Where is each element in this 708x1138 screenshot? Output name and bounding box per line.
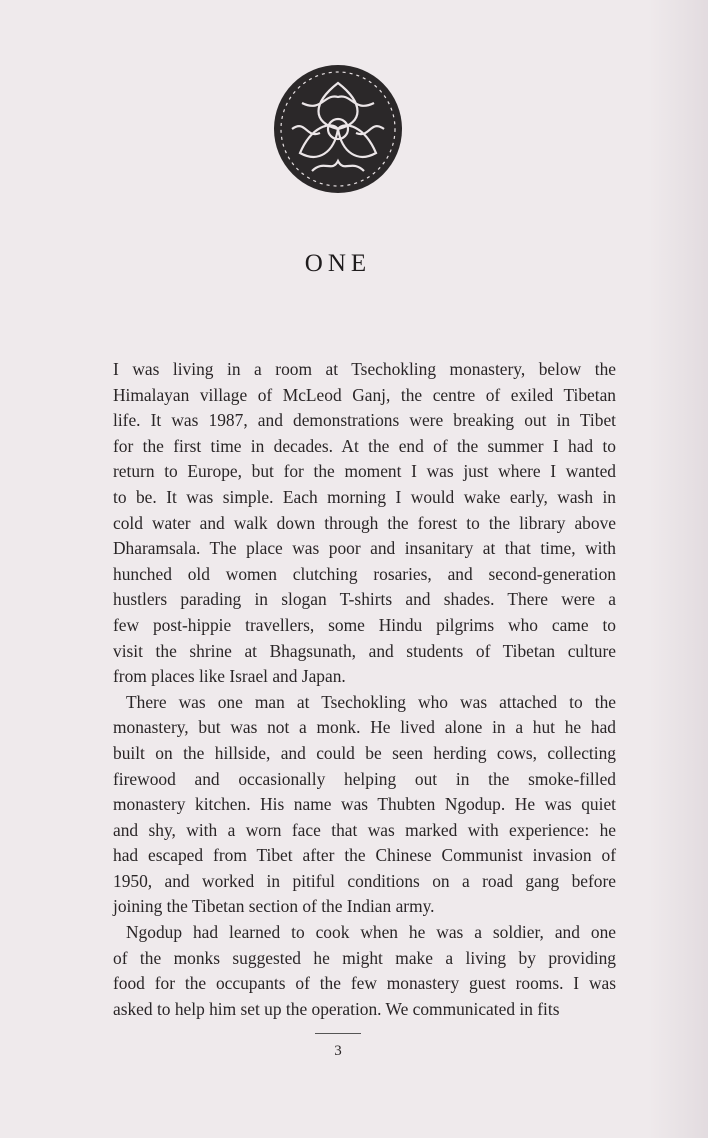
text-line: There was one man at Tsechokling who was attached to the	[126, 691, 616, 712]
paragraph	[113, 920, 616, 1022]
text-line: cold water and walk down through the forest to the library above	[113, 512, 616, 533]
text-line: monastery kitchen. His name was Thubten Ngodup. He was quiet	[113, 794, 616, 815]
text-line: had escaped from Tibet after the Chinese Communist invasion of	[113, 845, 616, 866]
text-line: built on the hillside, and could be seen herding cows, collecting	[113, 742, 616, 763]
text-line: and shy, with a worn face that was marked with experience: he	[113, 819, 616, 840]
text-line: firewood and occasionally helping out in the smoke-filled	[113, 768, 616, 789]
page-number: 3	[334, 1043, 342, 1059]
text-line: life. It was 1987, and demonstrations were breaking out in Tibet	[113, 410, 616, 431]
text-line: Ngodup had learned to cook when he was a soldier, and one	[126, 922, 616, 943]
body-text	[113, 357, 616, 1022]
text-line: return to Europe, but for the moment I was just where I wanted	[113, 461, 616, 482]
text-line: food for the occupants of the few monastery guest rooms. I was	[113, 973, 616, 994]
paragraph	[113, 357, 616, 690]
text-line: Dharamsala. The place was poor and insanitary at that time, with	[113, 538, 616, 559]
text-line: of the monks suggested he might make a living by providing	[113, 947, 616, 968]
page-edge-shadow	[648, 0, 708, 1138]
text-line: 1950, and worked in pitiful conditions on a road gang before	[113, 870, 616, 891]
ornament-medallion-icon	[272, 63, 404, 195]
text-line: for the first time in decades. At the end of the summer I had to	[113, 435, 616, 456]
text-line: joining the Tibetan section of the Indian army.	[113, 896, 435, 917]
text-line: asked to help him set up the operation. We communicated in fits	[113, 998, 560, 1019]
text-line: few post-hippie travellers, some Hindu pilgrims who came to	[113, 614, 616, 635]
text-line: from places like Israel and Japan.	[113, 666, 346, 687]
text-line: visit the shrine at Bhagsunath, and students of Tibetan culture	[113, 640, 616, 661]
text-line: Himalayan village of McLeod Ganj, the centre of exiled Tibetan	[113, 384, 616, 405]
text-line: I was living in a room at Tsechokling monastery, below the	[113, 359, 616, 379]
chapter-title: ONE	[304, 250, 372, 277]
text-line: monastery, but was not a monk. He lived alone in a hut he had	[113, 717, 616, 738]
folio-rule	[315, 1033, 361, 1034]
text-line: to be. It was simple. Each morning I would wake early, wash in	[113, 486, 616, 507]
paragraph	[113, 690, 616, 920]
text-line: hunched old women clutching rosaries, and second-generation	[113, 563, 616, 584]
text-line: hustlers parading in slogan T-shirts and shades. There were a	[113, 589, 616, 610]
